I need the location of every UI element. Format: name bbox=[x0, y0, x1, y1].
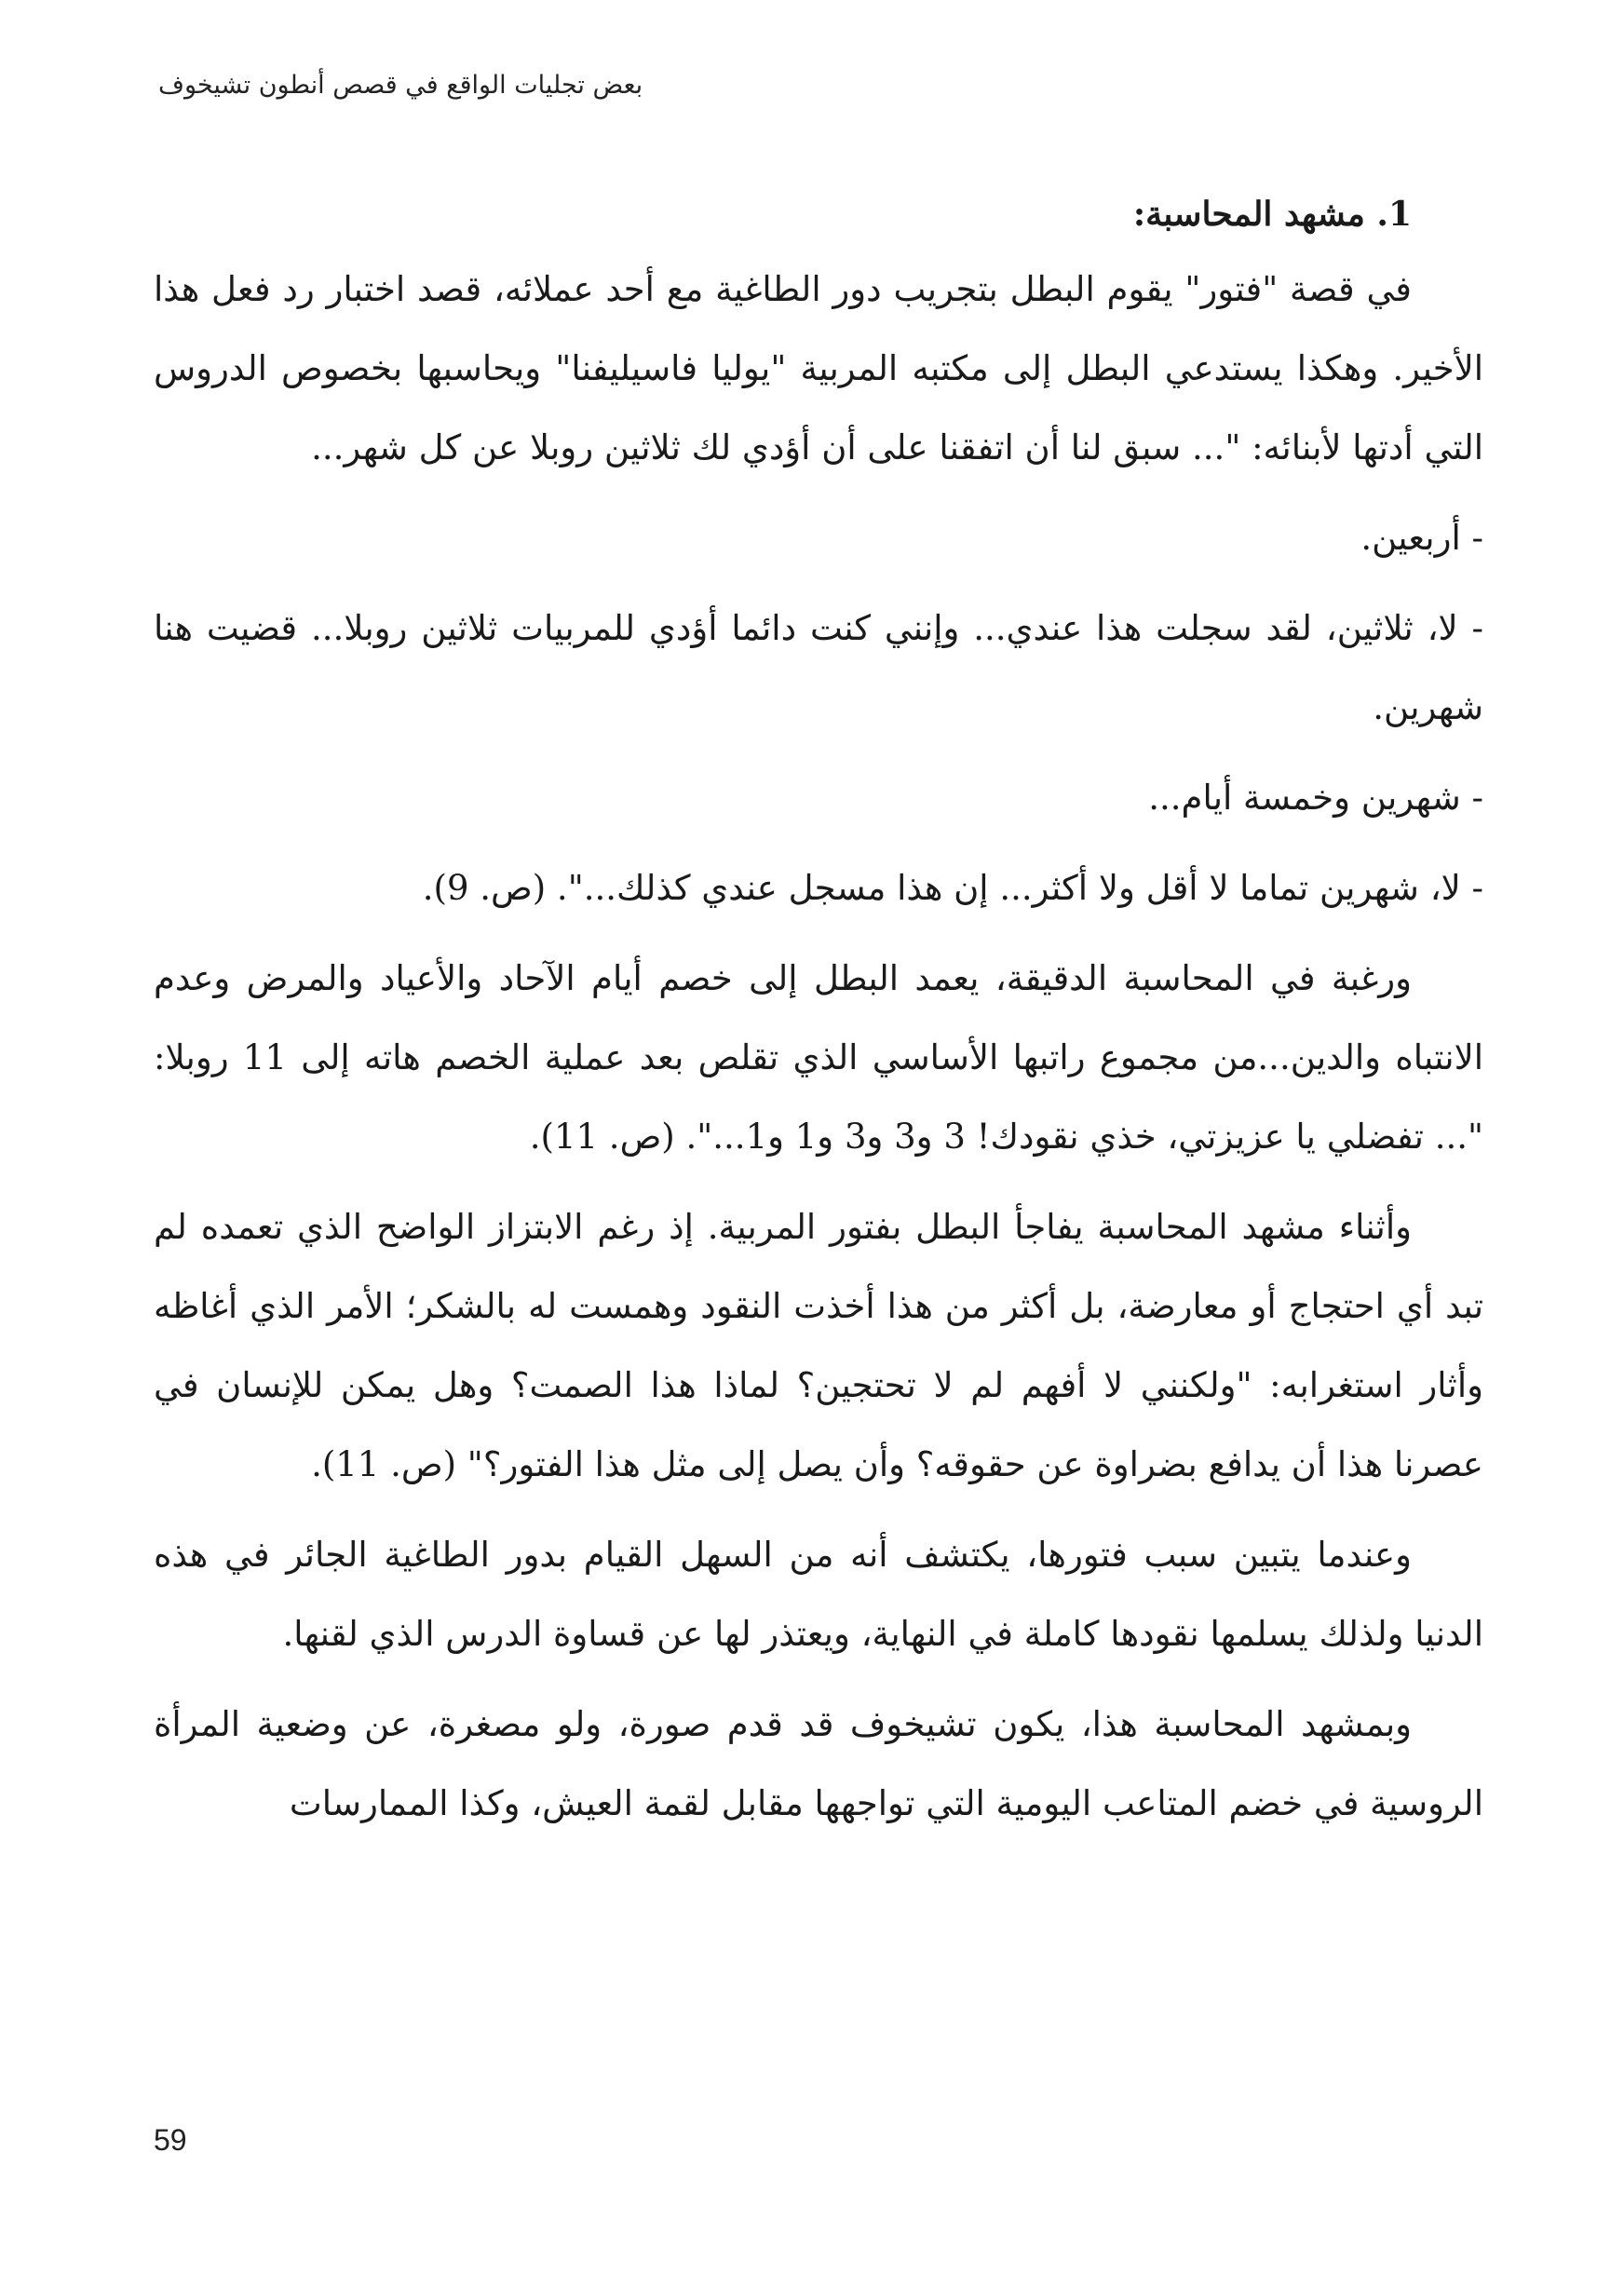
page-body bbox=[154, 186, 1483, 1854]
dialogue-line: - أربعين. bbox=[1360, 518, 1483, 558]
dialogue-line: - لا، شهرين تماما لا أقل ولا أكثر... إن هذا مسجل عندي كذلك...". (ص. 9). bbox=[422, 868, 1483, 908]
dialogue-line: - شهرين وخمسة أيام... bbox=[1148, 778, 1483, 818]
paragraph-indifference: وأثناء مشهد المحاسبة يفاجأ البطل بفتور المربية. إذ رغم الابتزاز الواضح الذي تعمده لم تبد أي احتجاج أو معارضة، بل أكثر من هذا أخذت النقود وهمست له بالشكر؛ الأمر الذي أغاظه وأثار استغرابه: "ولكنني لا أفهم لم لا تحتجين؟ لماذا هذا الصمت؟ وهل يمكن للإنسان في عصرنا هذا أن يدافع بضراوة عن حقوقه؟ وأن يصل إلى مثل هذا الفتور؟" (ص. 11). bbox=[154, 1207, 1483, 1484]
paragraph-conclusion: وبمشهد المحاسبة هذا، يكون تشيخوف قد قدم صورة، ولو مصغرة، عن وضعية المرأة الروسية في خضم المتاعب اليومية التي تواجهها مقابل لقمة العيش، وكذا الممارسات bbox=[154, 1704, 1483, 1823]
paragraph-deduction: ورغبة في المحاسبة الدقيقة، يعمد البطل إلى خصم أيام الآحاد والأعياد والمرض وعدم الانتباه والدين...من مجموع راتبها الأساسي الذي تقلص بعد عملية الخصم هاته إلى 11 روبلا: "... تفضلي يا عزيزتي، خذي نقودك! 3 و3 و3 و1 و1...". (ص. 11). bbox=[154, 958, 1483, 1157]
dialogue-line: - لا، ثلاثين، لقد سجلت هذا عندي... وإنني كنت دائما أؤدي للمربيات ثلاثين روبلا... قضيت هنا شهرين. bbox=[154, 608, 1483, 727]
page-number: 59 bbox=[154, 2123, 187, 2157]
running-header: بعض تجليات الواقع في قصص أنطون تشيخوف bbox=[158, 71, 643, 100]
paragraph-intro: في قصة "فتور" يقوم البطل بتجريب دور الطاغية مع أحد عملائه، قصد اختبار رد فعل هذا الأخير. وهكذا يستدعي البطل إلى مكتبه المربية "يوليا فاسيليفنا" ويحاسبها بخصوص الدروس التي أدتها لأبنائه: "... سبق لنا أن اتفقنا على أن أؤدي لك ثلاثين روبلا عن كل شهر... bbox=[154, 269, 1483, 467]
section-title: 1. مشهد المحاسبة: bbox=[1132, 195, 1412, 234]
paragraph-resolution: وعندما يتبين سبب فتورها، يكتشف أنه من السهل القيام بدور الطاغية الجائر في هذه الدنيا ولذلك يسلمها نقودها كاملة في النهاية، ويعتذر لها عن قساوة الدرس الذي لقنها. bbox=[154, 1535, 1483, 1654]
